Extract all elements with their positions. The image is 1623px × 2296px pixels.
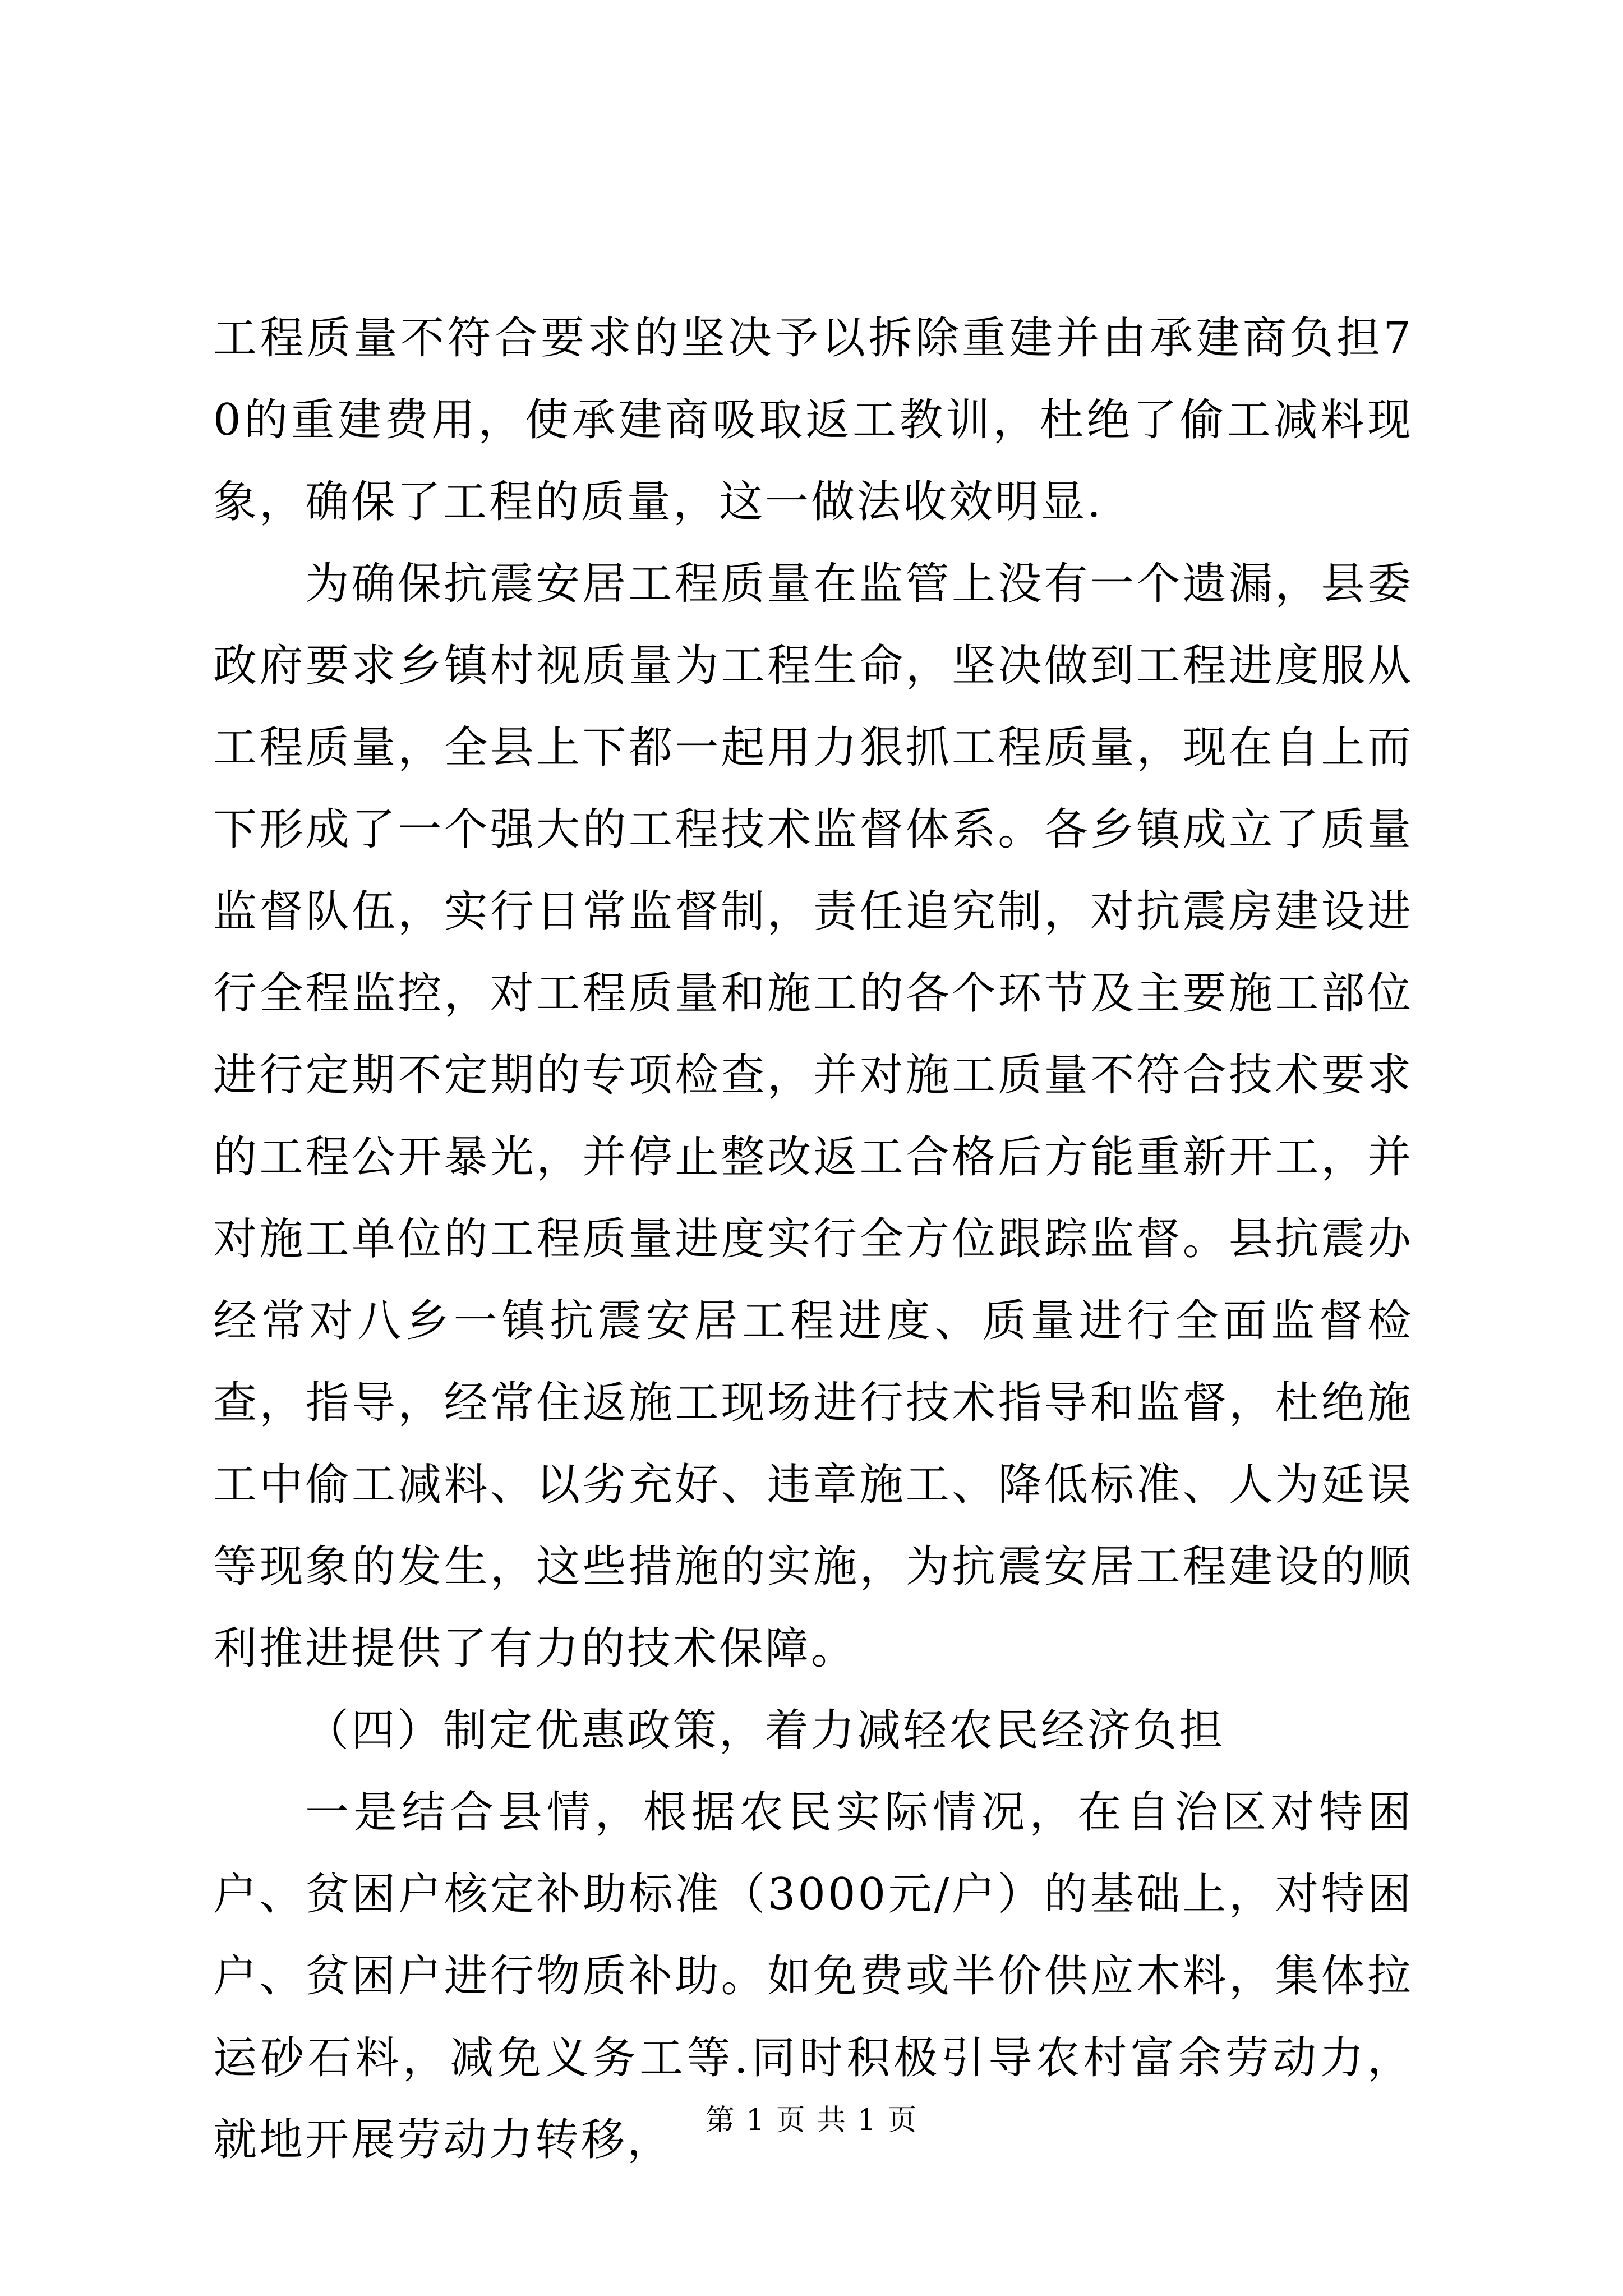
page-footer: 第 1 页 共 1 页 bbox=[705, 2104, 918, 2137]
paragraph-subsidy-measures: 一是结合县情，根据农民实际情况，在自治区对特困户、贫困户核定补助标准（3000元/户）的基础上，对特困户、贫困户进行物质补助。如免费或半价供应木料，集体拉运砂石料，减免义务工等.同时积极引导农村富余劳动力，就地开展劳动力转移， bbox=[213, 1787, 1413, 2165]
paragraph-quality-supervision: 为确保抗震安居工程质量在监管上没有一个遗漏，县委政府要求乡镇村视质量为工程生命，坚决做到工程进度服从工程质量，全县上下都一起用力狠抓工程质量，现在自上而下形成了一个强大的工程技术监督体系。各乡镇成立了质量监督队伍，实行日常监督制，责任追究制，对抗震房建设进行全程监控，对工程质量和施工的各个环节及主要施工部位进行定期不定期的专项检查，并对施工质量不符合技术要求的工程公开暴光，并停止整改返工合格后方能重新开工，并对施工单位的工程质量进度实行全方位跟踪监督。县抗震办经常对八乡一镇抗震安居工程进度、质量进行全面监督检查，指导，经常住返施工现场进行技术指导和监督，杜绝施工中偷工减料、以劣充好、违章施工、降低标准、人为延误等现象的发生，这些措施的实施，为抗震安居工程建设的顺利推进提供了有力的技术保障。 bbox=[213, 559, 1413, 1674]
paragraph-continuation: 工程质量不符合要求的坚决予以拆除重建并由承建商负担70的重建费用，使承建商吸取返工教训，杜绝了偷工减料现象，确保了工程的质量，这一做法收效明显. bbox=[213, 313, 1413, 527]
section-heading-preferential-policies: （四）制定优惠政策，着力减轻农民经济负担 bbox=[305, 1705, 1225, 1756]
document-body bbox=[213, 297, 1413, 2181]
